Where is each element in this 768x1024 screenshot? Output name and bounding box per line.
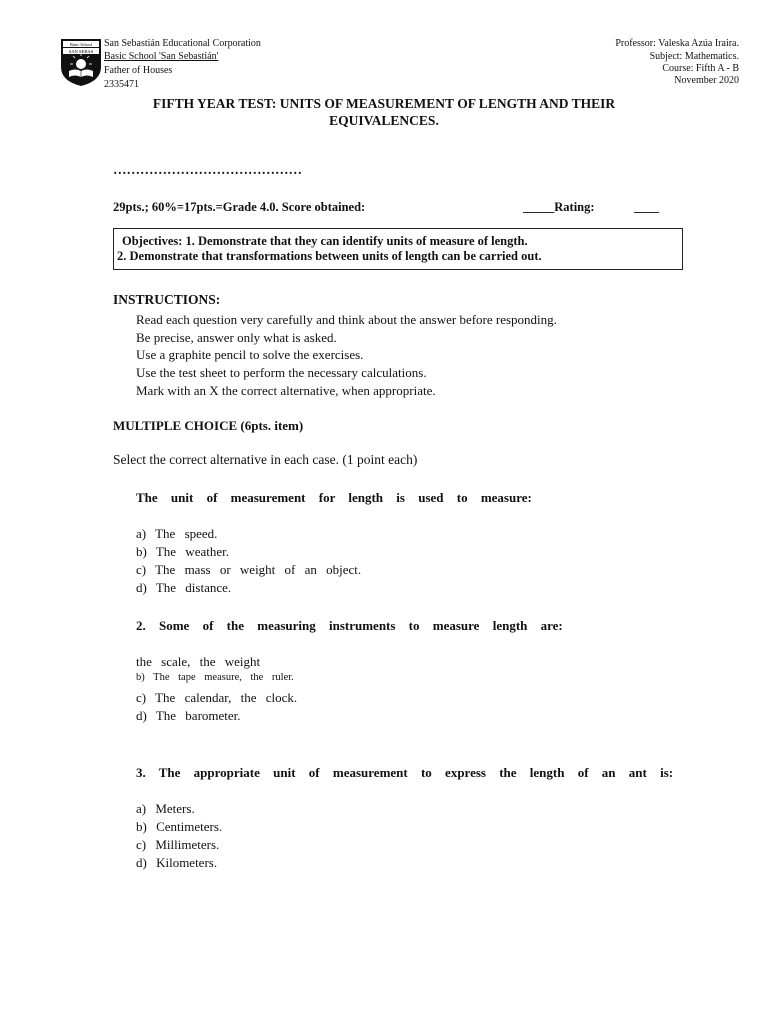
header-date: November 2020	[674, 75, 739, 86]
q3-option-d: d) Kilometers.	[136, 855, 218, 870]
q1-option-b: b) The weather.	[136, 544, 229, 559]
instruction-item: Use the test sheet to perform the necessary calculations.	[136, 365, 427, 380]
svg-text:SAN SEBAS: SAN SEBAS	[68, 49, 94, 54]
instructions-heading: INSTRUCTIONS:	[113, 292, 221, 307]
objectives-box	[113, 228, 683, 270]
objective-2: 2. Demonstrate that transformations between units of length can be carried out.	[117, 249, 542, 263]
section-heading: MULTIPLE CHOICE (6pts. item)	[113, 418, 304, 433]
header-institution: San Sebastián Educational Corporation	[104, 38, 261, 49]
test-title-line1: FIFTH YEAR TEST: UNITS OF MEASUREMENT OF LENGTH AND THEIR	[152, 96, 616, 111]
objective-1: Objectives: 1. Demonstrate that they can identify units of measure of length.	[122, 234, 528, 248]
q2-option-d: d) The barometer.	[136, 708, 241, 723]
q2-option-c: c) The calendar, the clock.	[136, 690, 298, 705]
instruction-item: Use a graphite pencil to solve the exercises.	[136, 347, 364, 362]
q1-option-a: a) The speed.	[136, 526, 218, 541]
school-logo	[59, 37, 103, 87]
header-course: Course: Fifth A - B	[662, 63, 739, 74]
test-title-line2: EQUIVALENCES.	[329, 113, 439, 128]
q3-option-b: b) Centimeters.	[136, 819, 223, 834]
header-subject: Subject: Mathematics.	[649, 51, 739, 62]
rating-label: _____Rating:	[523, 200, 595, 214]
q2-option-b: b) The tape measure, the ruler.	[136, 672, 294, 683]
header-school: Basic School 'San Sebastián'	[104, 51, 219, 62]
header-house: Father of Houses	[104, 65, 173, 76]
section-note: Select the correct alternative in each case. (1 point each)	[113, 452, 418, 467]
instruction-item: Read each question very carefully and think about the answer before responding.	[136, 312, 557, 327]
header-professor: Professor: Valeska Azúa Iraira.	[615, 38, 739, 49]
svg-text:Basic School: Basic School	[70, 42, 92, 47]
instruction-item: Mark with an X the correct alternative, when appropriate.	[136, 383, 436, 398]
score-line: 29pts.; 60%=17pts.=Grade 4.0. Score obtained:	[113, 200, 366, 214]
q1-option-c: c) The mass or weight of an object.	[136, 562, 362, 577]
header-phone: 2335471	[104, 79, 139, 90]
question-2: 2. Some of the measuring instruments to measure length are:	[136, 618, 563, 633]
name-line: ……………………………………	[113, 162, 302, 177]
question-3: 3. The appropriate unit of measurement to express the length of an ant is:	[136, 765, 674, 780]
rating-blank: ____	[634, 200, 659, 214]
question-1: The unit of measurement for length is used to measure:	[136, 490, 532, 505]
q1-option-d: d) The distance.	[136, 580, 232, 595]
instruction-item: Be precise, answer only what is asked.	[136, 330, 337, 345]
q3-option-a: a) Meters.	[136, 801, 195, 816]
q2-option-a: the scale, the weight	[136, 654, 261, 669]
q3-option-c: c) Millimeters.	[136, 837, 220, 852]
